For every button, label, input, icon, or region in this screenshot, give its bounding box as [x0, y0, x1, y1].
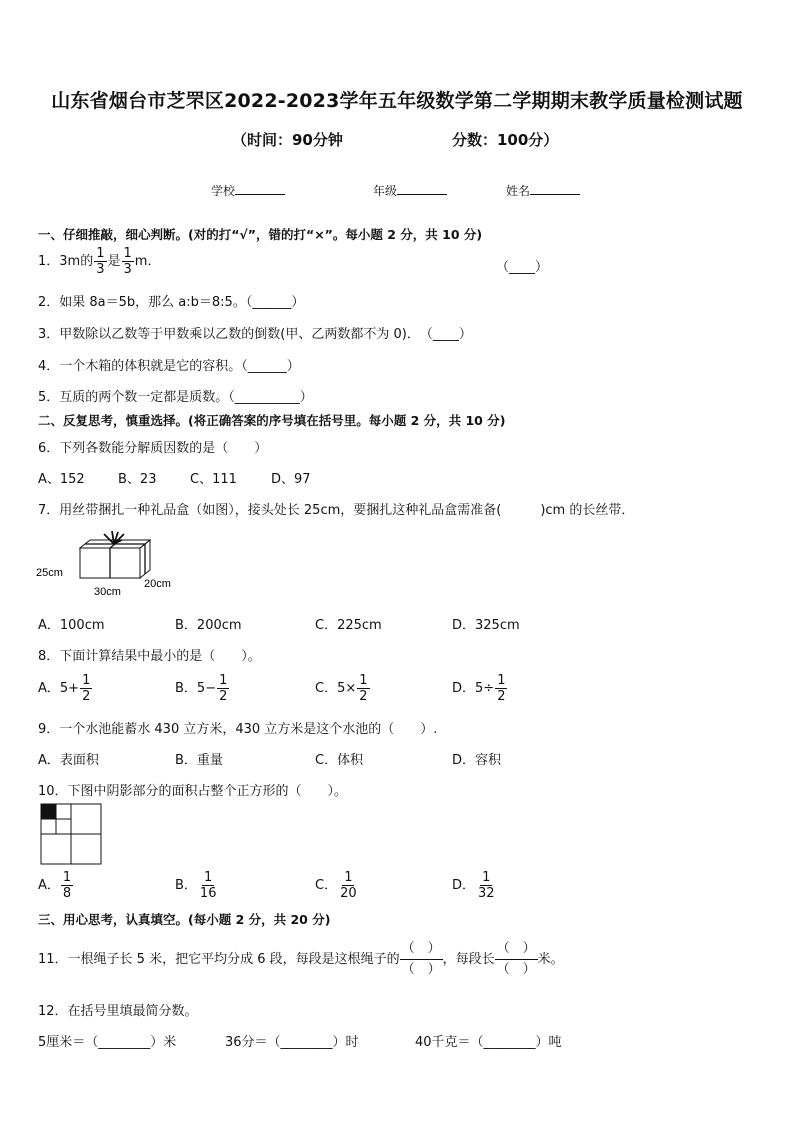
fraction: $\frac{1}{2}$: [359, 673, 368, 704]
question-10: 10．下图中阴影部分的面积占整个正方形的（ ）。: [38, 784, 348, 799]
box-width-label: 20cm: [144, 578, 171, 590]
section2-heading: 二、反复思考，慎重选择。(将正确答案的序号填在括号里。每小题 2 分，共 10 分): [38, 413, 506, 428]
fraction: $\frac{1}{3}$: [123, 246, 132, 277]
section1-heading: 一、仔细推敲，细心判断。(对的打“√”，错的打“×”。每小题 2 分，共 10 分): [38, 227, 483, 242]
exam-time: （时间：90分钟: [232, 131, 343, 149]
fraction-answer-box-2[interactable]: （ ） （ ）: [496, 941, 536, 977]
name-field[interactable]: [506, 181, 580, 199]
fraction-answer-box-1[interactable]: （ ） （ ）: [401, 941, 441, 977]
q6-option-c[interactable]: C、111: [190, 472, 237, 487]
question-1: 1．3m的 $\frac{1}{3}$ 是 $\frac{1}{3}$ m．: [38, 246, 161, 277]
q9-option-a[interactable]: A．表面积: [38, 753, 99, 768]
question-9: 9．一个水池能蓄水 430 立方米，430 立方米是这个水池的（ ）.: [38, 722, 438, 737]
question-2: 2．如果 8a＝5b，那么 a:b＝8:5。（______）: [38, 295, 305, 310]
gift-box-figure: [36, 528, 186, 600]
question-6: 6．下列各数能分解质因数的是（ ）: [38, 441, 268, 456]
q7-option-d[interactable]: D．325cm: [452, 618, 520, 633]
q7-option-c[interactable]: C．225cm: [315, 618, 382, 633]
exam-score: 分数：100分）: [452, 131, 559, 149]
question-11: 11．一根绳子长 5 米，把它平均分成 6 段，每段是这根绳子的 （ ） （ ） ，每段长 （ ） （ ） 米。: [38, 939, 564, 980]
question-7: 7．用丝带捆扎一种礼品盒（如图），接头处长 25cm，要捆扎这种礼品盒需准备( )cm 的长丝带．: [38, 503, 635, 518]
box-length-label: 30cm: [94, 586, 121, 598]
school-blank: [235, 181, 285, 195]
q6-option-a[interactable]: A、152: [38, 472, 85, 487]
q10-option-b[interactable]: B． $\frac{1}{16}$: [175, 870, 217, 901]
q12-item-2[interactable]: 36分＝（________）时: [225, 1035, 359, 1050]
question-3: 3．甲数除以乙数等于甲数乘以乙数的倒数(甲、乙两数都不为 0)． （____）: [38, 327, 472, 342]
fraction: $\frac{1}{20}$: [340, 870, 357, 901]
fraction: $\frac{1}{8}$: [62, 870, 72, 901]
q6-option-b[interactable]: B、23: [118, 472, 157, 487]
q9-option-d[interactable]: D．容积: [452, 753, 502, 768]
fraction: $\frac{1}{2}$: [497, 673, 506, 704]
q8-option-b[interactable]: B．5− $\frac{1}{2}$: [175, 673, 228, 704]
shaded-square-figure: [40, 803, 102, 865]
fraction: $\frac{1}{3}$: [96, 246, 105, 277]
grade-blank: [397, 181, 447, 195]
question-4: 4．一个木箱的体积就是它的容积。（______）: [38, 359, 300, 374]
grade-label: 年级: [373, 184, 398, 198]
shaded-region: [41, 804, 56, 819]
question-8: 8．下面计算结果中最小的是（ ）。: [38, 649, 261, 664]
box-height-label: 25cm: [36, 567, 63, 579]
q9-option-b[interactable]: B．重量: [175, 753, 223, 768]
q7-option-b[interactable]: B．200cm: [175, 618, 242, 633]
section3-heading: 三、用心思考，认真填空。(每小题 2 分，共 20 分): [38, 912, 331, 927]
q12-item-3[interactable]: 40千克＝（________）吨: [415, 1035, 562, 1050]
school-label: 学校: [211, 184, 236, 198]
fraction: $\frac{1}{2}$: [82, 673, 91, 704]
name-blank: [530, 181, 580, 195]
question-5: 5．互质的两个数一定都是质数。（__________）: [38, 390, 313, 405]
school-field[interactable]: [211, 181, 285, 199]
fraction: $\frac{1}{2}$: [219, 673, 228, 704]
grade-field[interactable]: [373, 181, 447, 199]
q8-option-c[interactable]: C．5× $\frac{1}{2}$: [315, 673, 368, 704]
fraction: $\frac{1}{32}$: [478, 870, 495, 901]
q8-option-d[interactable]: D．5÷ $\frac{1}{2}$: [452, 673, 506, 704]
answer-blank-1[interactable]: （____）: [496, 260, 549, 275]
q12-item-1[interactable]: 5厘米＝（________）米: [38, 1035, 177, 1050]
q10-option-a[interactable]: A． $\frac{1}{8}$: [38, 870, 72, 901]
fraction: $\frac{1}{16}$: [199, 870, 217, 901]
name-label: 姓名: [506, 184, 531, 198]
q8-option-a[interactable]: A．5+ $\frac{1}{2}$: [38, 673, 91, 704]
q9-option-c[interactable]: C．体积: [315, 753, 364, 768]
q6-option-d[interactable]: D、97: [271, 472, 311, 487]
question-12: 12．在括号里填最简分数。: [38, 1004, 198, 1019]
q10-option-c[interactable]: C． $\frac{1}{20}$: [315, 870, 357, 901]
q10-option-d[interactable]: D． $\frac{1}{32}$: [452, 870, 495, 901]
q7-option-a[interactable]: A．100cm: [38, 618, 105, 633]
page-title: 山东省烟台市芝罘区2022-2023学年五年级数学第二学期期末教学质量检测试题: [51, 90, 743, 112]
